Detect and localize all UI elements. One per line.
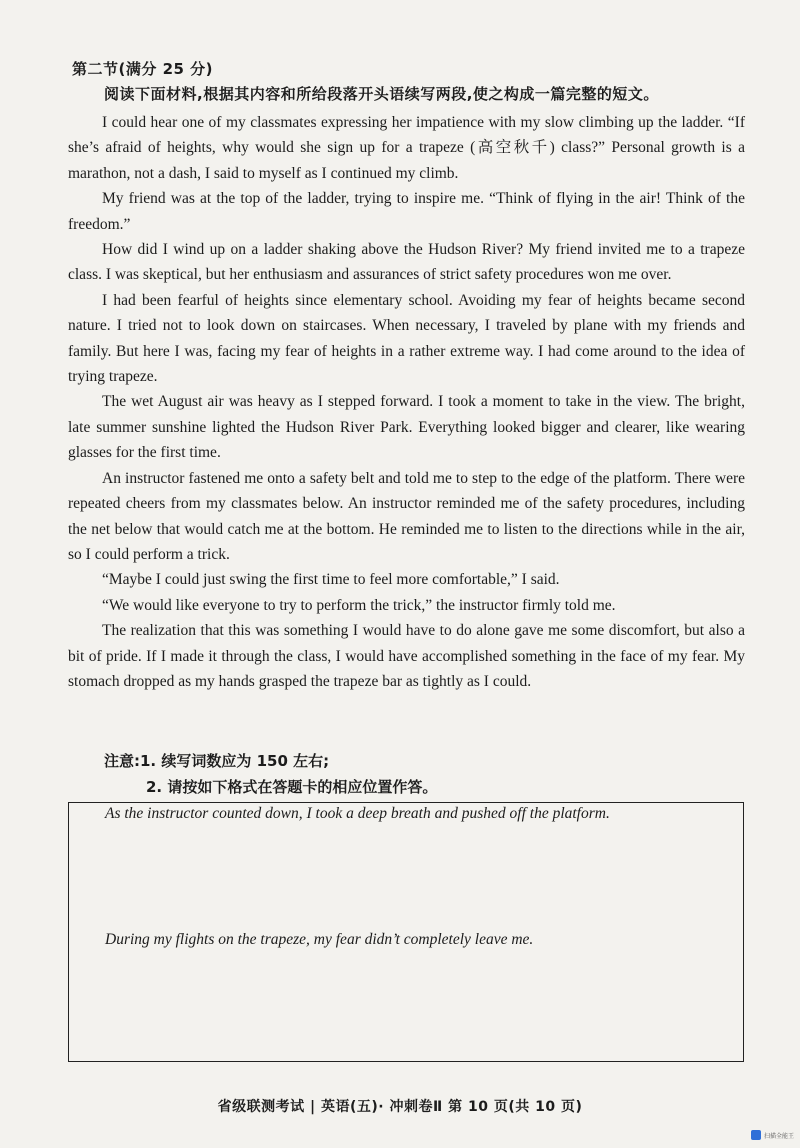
passage-paragraph-4: I had been fearful of heights since elementary school. Avoiding my fear of heights became second nature. I tried not to look down on staircases. When necessary, I traveled by plane with my friends and family. But here I was, facing my fear of heights in a rather extreme way. I had come around to the idea of trying trapeze. xyxy=(68,291,745,386)
passage-paragraph-6: An instructor fastened me onto a safety belt and told me to step to the edge of the platform. There were repeated cheers from my classmates below. An instructor reminded me of the safety procedures, including the net below that would catch me at the bottom. He reminded me to listen to the directions while in the air, so I could perform a trick. xyxy=(68,469,745,563)
passage-paragraph-3: How did I wind up on a ladder shaking above the Hudson River? My friend invited me to a trapeze class. I was skeptical, but her enthusiasm and assurances of strict safety procedures won me over. xyxy=(68,241,745,284)
passage-paragraph-8: “We would like everyone to try to perform the trick,” the instructor firmly told me. xyxy=(102,596,616,614)
notes-block xyxy=(104,748,437,800)
continuation-prompt-1: As the instructor counted down, I took a deep breath and pushed off the platform. xyxy=(105,805,610,822)
note-answer-format: 2. 请按如下格式在答题卡的相应位置作答。 xyxy=(146,778,438,796)
continuation-prompt-2: During my flights on the trapeze, my fear didn’t completely leave me. xyxy=(105,931,534,948)
scanner-watermark xyxy=(751,1130,794,1140)
reading-passage xyxy=(68,110,745,694)
answer-box xyxy=(68,802,744,1062)
passage-paragraph-7: “Maybe I could just swing the first time to feel more comfortable,” I said. xyxy=(102,571,560,589)
section-title: 第二节(满分 25 分) xyxy=(72,60,214,78)
passage-paragraph-2: My friend was at the top of the ladder, trying to inspire me. “Think of flying in the air! Think of the freedom.” xyxy=(68,190,745,233)
watermark-label: 扫描全能王 xyxy=(763,1132,794,1140)
passage-paragraph-1: I could hear one of my classmates expressing her impatience with my slow climbing up the ladder. “If she’s afraid of heights, why would she sign up for a trapeze (高空秋千) class?” Personal growth is a marathon, not a dash, I said to myself as I continued my climb. xyxy=(68,114,745,182)
passage-paragraph-9: The realization that this was something I would have to do alone gave me some discomfort, but also a bit of pride. If I made it through the class, I would have accomplished something in the face of my fear. My stomach dropped as my hands grasped the trapeze bar as tightly as I could. xyxy=(68,622,745,690)
scanner-logo-icon xyxy=(751,1130,761,1140)
instruction-text: 阅读下面材料,根据其内容和所给段落开头语续写两段,使之构成一篇完整的短文。 xyxy=(104,85,659,103)
page-footer: 省级联测考试 | 英语(五)· 冲刺卷Ⅱ 第 10 页(共 10 页) xyxy=(217,1099,583,1115)
passage-paragraph-5: The wet August air was heavy as I stepped forward. I took a moment to take in the view. The bright, late summer sunshine lighted the Hudson River Park. Everything looked bigger and clearer, like wearing glasses for the first time. xyxy=(68,393,745,462)
note-word-count: 注意:1. 续写词数应为 150 左右; xyxy=(104,752,330,770)
